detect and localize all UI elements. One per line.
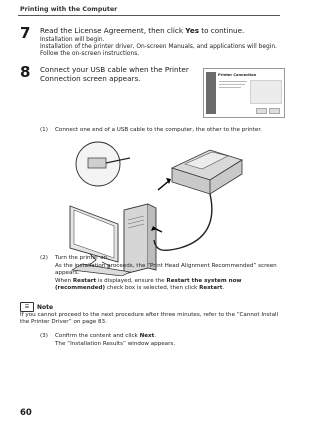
printer-connection-screenshot [203,68,285,118]
usb-cable [154,194,212,250]
screenshot-text-line [219,87,241,88]
note-text: If you cannot proceed to the next procedure after three minutes, refer to the “Cannot Install the Printer Driver” on page 83. [20,312,279,325]
substep-2-restart-button-label: Restart [199,284,223,291]
substep-2-restart-mid: is displayed, ensure the [96,278,167,284]
substep-2-number: (2) [40,255,48,261]
step-7-title [40,26,285,35]
screenshot-text-line [219,84,245,85]
screenshot-button [269,108,280,114]
substep-2-restart-key: Restart [72,278,97,284]
screenshot-title: Printer Connection [218,73,257,77]
step-7-title-key: Yes [185,26,199,35]
substep-2-restart-pre: When [55,278,73,284]
printer-icon [172,150,242,194]
substep-2-text: Turn the printer on. [55,255,110,261]
substep-3-number: (3) [40,333,48,339]
substep-2-restart-post: . [222,284,225,291]
substep-2-detail: As the installation proceeds, the “Print Head Alignment Recommended” screen appears. [55,263,277,276]
header-rule [18,15,280,16]
step-7-title-post: to continue. [198,26,245,35]
step-8-title: Connect your USB cable when the Printer Connection screen appears. [40,65,189,83]
note-label: Note [37,303,54,311]
step-7-number: 7 [20,24,31,42]
step-7-body-line2: Installation of the printer driver, On-screen Manuals, and applications will begin. Follow the on-screen instructions. [40,44,277,57]
step-7-body [40,37,285,58]
screenshot-sidebar [206,72,216,114]
substep-3-text [55,333,285,340]
substep-3-detail: The “Installation Results” window appears. [55,341,176,347]
screenshot-text-line [219,81,247,82]
substep-1-number: (1) [40,127,48,133]
step-8-number: 8 [20,63,31,81]
running-header: Printing with the Computer [20,6,118,13]
substep-3-next-label: Next [139,333,155,339]
step-7-title-pre: Read the License Agreement, then click [40,26,186,35]
substep-3-text-pre: Confirm the content and click [55,333,140,339]
screenshot-button [256,108,267,114]
substep-3-text-post: . [154,333,157,339]
page-number: 60 [20,408,32,418]
step-7-body-line1: Installation will begin. [40,37,105,43]
screenshot-illustration [250,80,282,104]
note-icon: ☰ [20,302,34,312]
substep-2-restart-checkbox-label: Restart the system now (recommended) [55,278,242,291]
substep-2-detail-restart [55,278,285,292]
substep-2-restart-mid2: check box is selected, then click [105,284,200,291]
note-heading [20,302,53,312]
substep-1-text: Connect one end of a USB cable to the computer, the other to the printer. [55,127,262,133]
